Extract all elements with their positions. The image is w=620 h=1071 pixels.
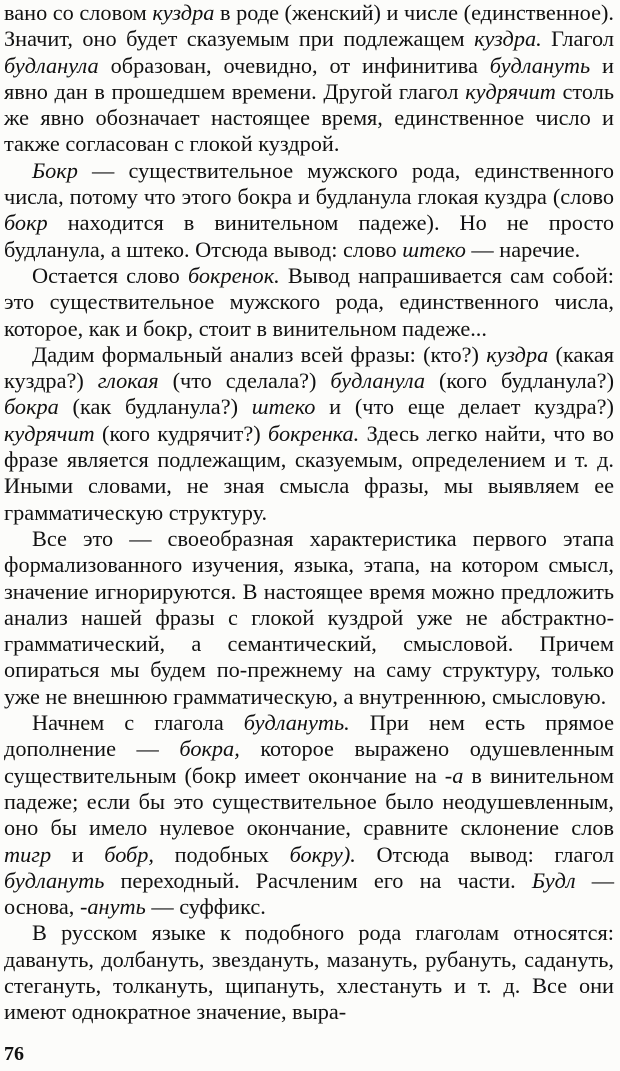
italic-text-run: глокая (97, 368, 159, 394)
text-run: В русском языке к подобного рода глаголам относятся: давануть, долбануть, звездануть, мазануть, рубануть, садануть, стегануть, толкануть, щипануть, хлестануть и т. д. Все они имеют однократное значение, выра- (4, 920, 614, 1025)
page-number: 76 (4, 1043, 24, 1065)
text-run: (как будланула?) (58, 394, 252, 420)
paragraph (4, 526, 614, 710)
italic-text-run: будланула (4, 52, 99, 78)
italic-text-run: кудрячит (465, 78, 556, 104)
italic-text-run: бокру). (289, 841, 356, 867)
italic-text-run: куздра. (474, 26, 542, 52)
text-run: переходный. Расчленим его на части. (104, 867, 532, 893)
text-run: — существительное мужского рода, единственного числа, потому что этого бокра и будланула глокая куздра (слово (4, 157, 614, 210)
italic-text-run: -а (444, 762, 464, 788)
italic-text-run: бокренок. (187, 262, 280, 288)
text-run: вано со словом (4, 0, 153, 25)
text-run: Здесь легко найти, что во фразе является подлежащим, сказуемым, определением и т. д. Иными словами, не зная смысла фразы, мы выявляем ее грамматическую структуру. (4, 420, 614, 525)
text-run: Отсюда вывод: глагол (355, 841, 614, 867)
italic-text-run: штеко (402, 236, 466, 262)
italic-text-run: будлануть (489, 52, 591, 78)
italic-text-run: бокра (4, 394, 59, 420)
page-body-text (4, 0, 614, 1026)
text-run: При нем есть прямое дополнение — (4, 710, 614, 762)
text-run: столь же явно обозначает настоящее время, единственное число и также согласован с глокой куздрой. (4, 78, 614, 157)
italic-text-run: Будл (531, 867, 576, 893)
text-run: Все это — своеобразная характеристика первого этапа формализованного изучения, языка, этапа, на котором смысл, значение игнорируются. В настоящее время можно предложить анализ нашей фразы с глокой куздрой уже не абстрактно-грамматический, а семантический, смысловой. Причем опираться мы будем по-прежнему на саму структуру, только уже не внешнюю грамматическую, а внутреннюю, смысловую. (4, 525, 614, 709)
paragraph (4, 0, 614, 158)
italic-text-run: бокра, (179, 736, 240, 762)
italic-text-run: Бокр (32, 157, 78, 183)
text-run: Вывод напрашивается сам собой: это существительное мужского рода, единственного числа, которое, как и бокр, стоит в винительном падеже... (4, 262, 614, 341)
text-run: и (что еще делает куздра?) (315, 394, 614, 420)
text-run: Глагол (541, 26, 614, 52)
text-run: — наречие. (465, 236, 581, 262)
text-run: находится в винительном падеже). Но не просто будланула, а штеко. Отсюда вывод: слово (4, 210, 614, 262)
text-run: которое выражено одушевленным существительным (бокр имеет окончание на (4, 736, 614, 788)
text-run: Остается слово (32, 262, 188, 288)
italic-text-run: -ануть (79, 894, 146, 920)
paragraph (4, 263, 614, 342)
text-run: в винительном падеже; если бы это существительное было неодушевленным, оно бы имело нулевое окончание, сравните склонение слов (4, 762, 614, 841)
text-run: (что сделала?) (158, 368, 331, 394)
text-run: образован, очевидно, от инфинитива (98, 52, 490, 78)
text-run: и (51, 841, 105, 867)
italic-text-run: бокр (4, 210, 48, 236)
italic-text-run: бокренка. (268, 420, 360, 446)
text-run: (какая куздра?) (4, 341, 614, 394)
paragraph (4, 342, 614, 526)
italic-text-run: кудрячит (4, 420, 95, 446)
paragraph (4, 920, 614, 1025)
italic-text-run: тигр (4, 841, 52, 867)
text-run: и явно дан в прошедшем времени. Другой глагол (4, 52, 614, 104)
text-run: Дадим формальный анализ всей фразы: (кто?) (32, 341, 487, 367)
text-run: — суффикс. (145, 894, 266, 920)
text-run: в роде (женский) и числе (единственное). Значит, оно будет сказуемым при подлежащем (4, 0, 615, 52)
paragraph (4, 710, 614, 920)
italic-text-run: штеко (251, 394, 316, 420)
italic-text-run: будланула (330, 368, 426, 394)
text-run: (кого будланула?) (425, 368, 614, 394)
italic-text-run: бобр, (104, 841, 154, 867)
text-run: — основа, (4, 867, 614, 920)
text-run: Начнем с глагола (32, 710, 244, 736)
paragraph (4, 158, 614, 263)
italic-text-run: куздра (486, 341, 549, 367)
italic-text-run: куздра (152, 0, 215, 25)
italic-text-run: будлануть. (243, 710, 350, 736)
text-run: (кого кудрячит?) (94, 420, 269, 446)
italic-text-run: будлануть (4, 867, 105, 893)
text-run: подобных (154, 841, 290, 867)
